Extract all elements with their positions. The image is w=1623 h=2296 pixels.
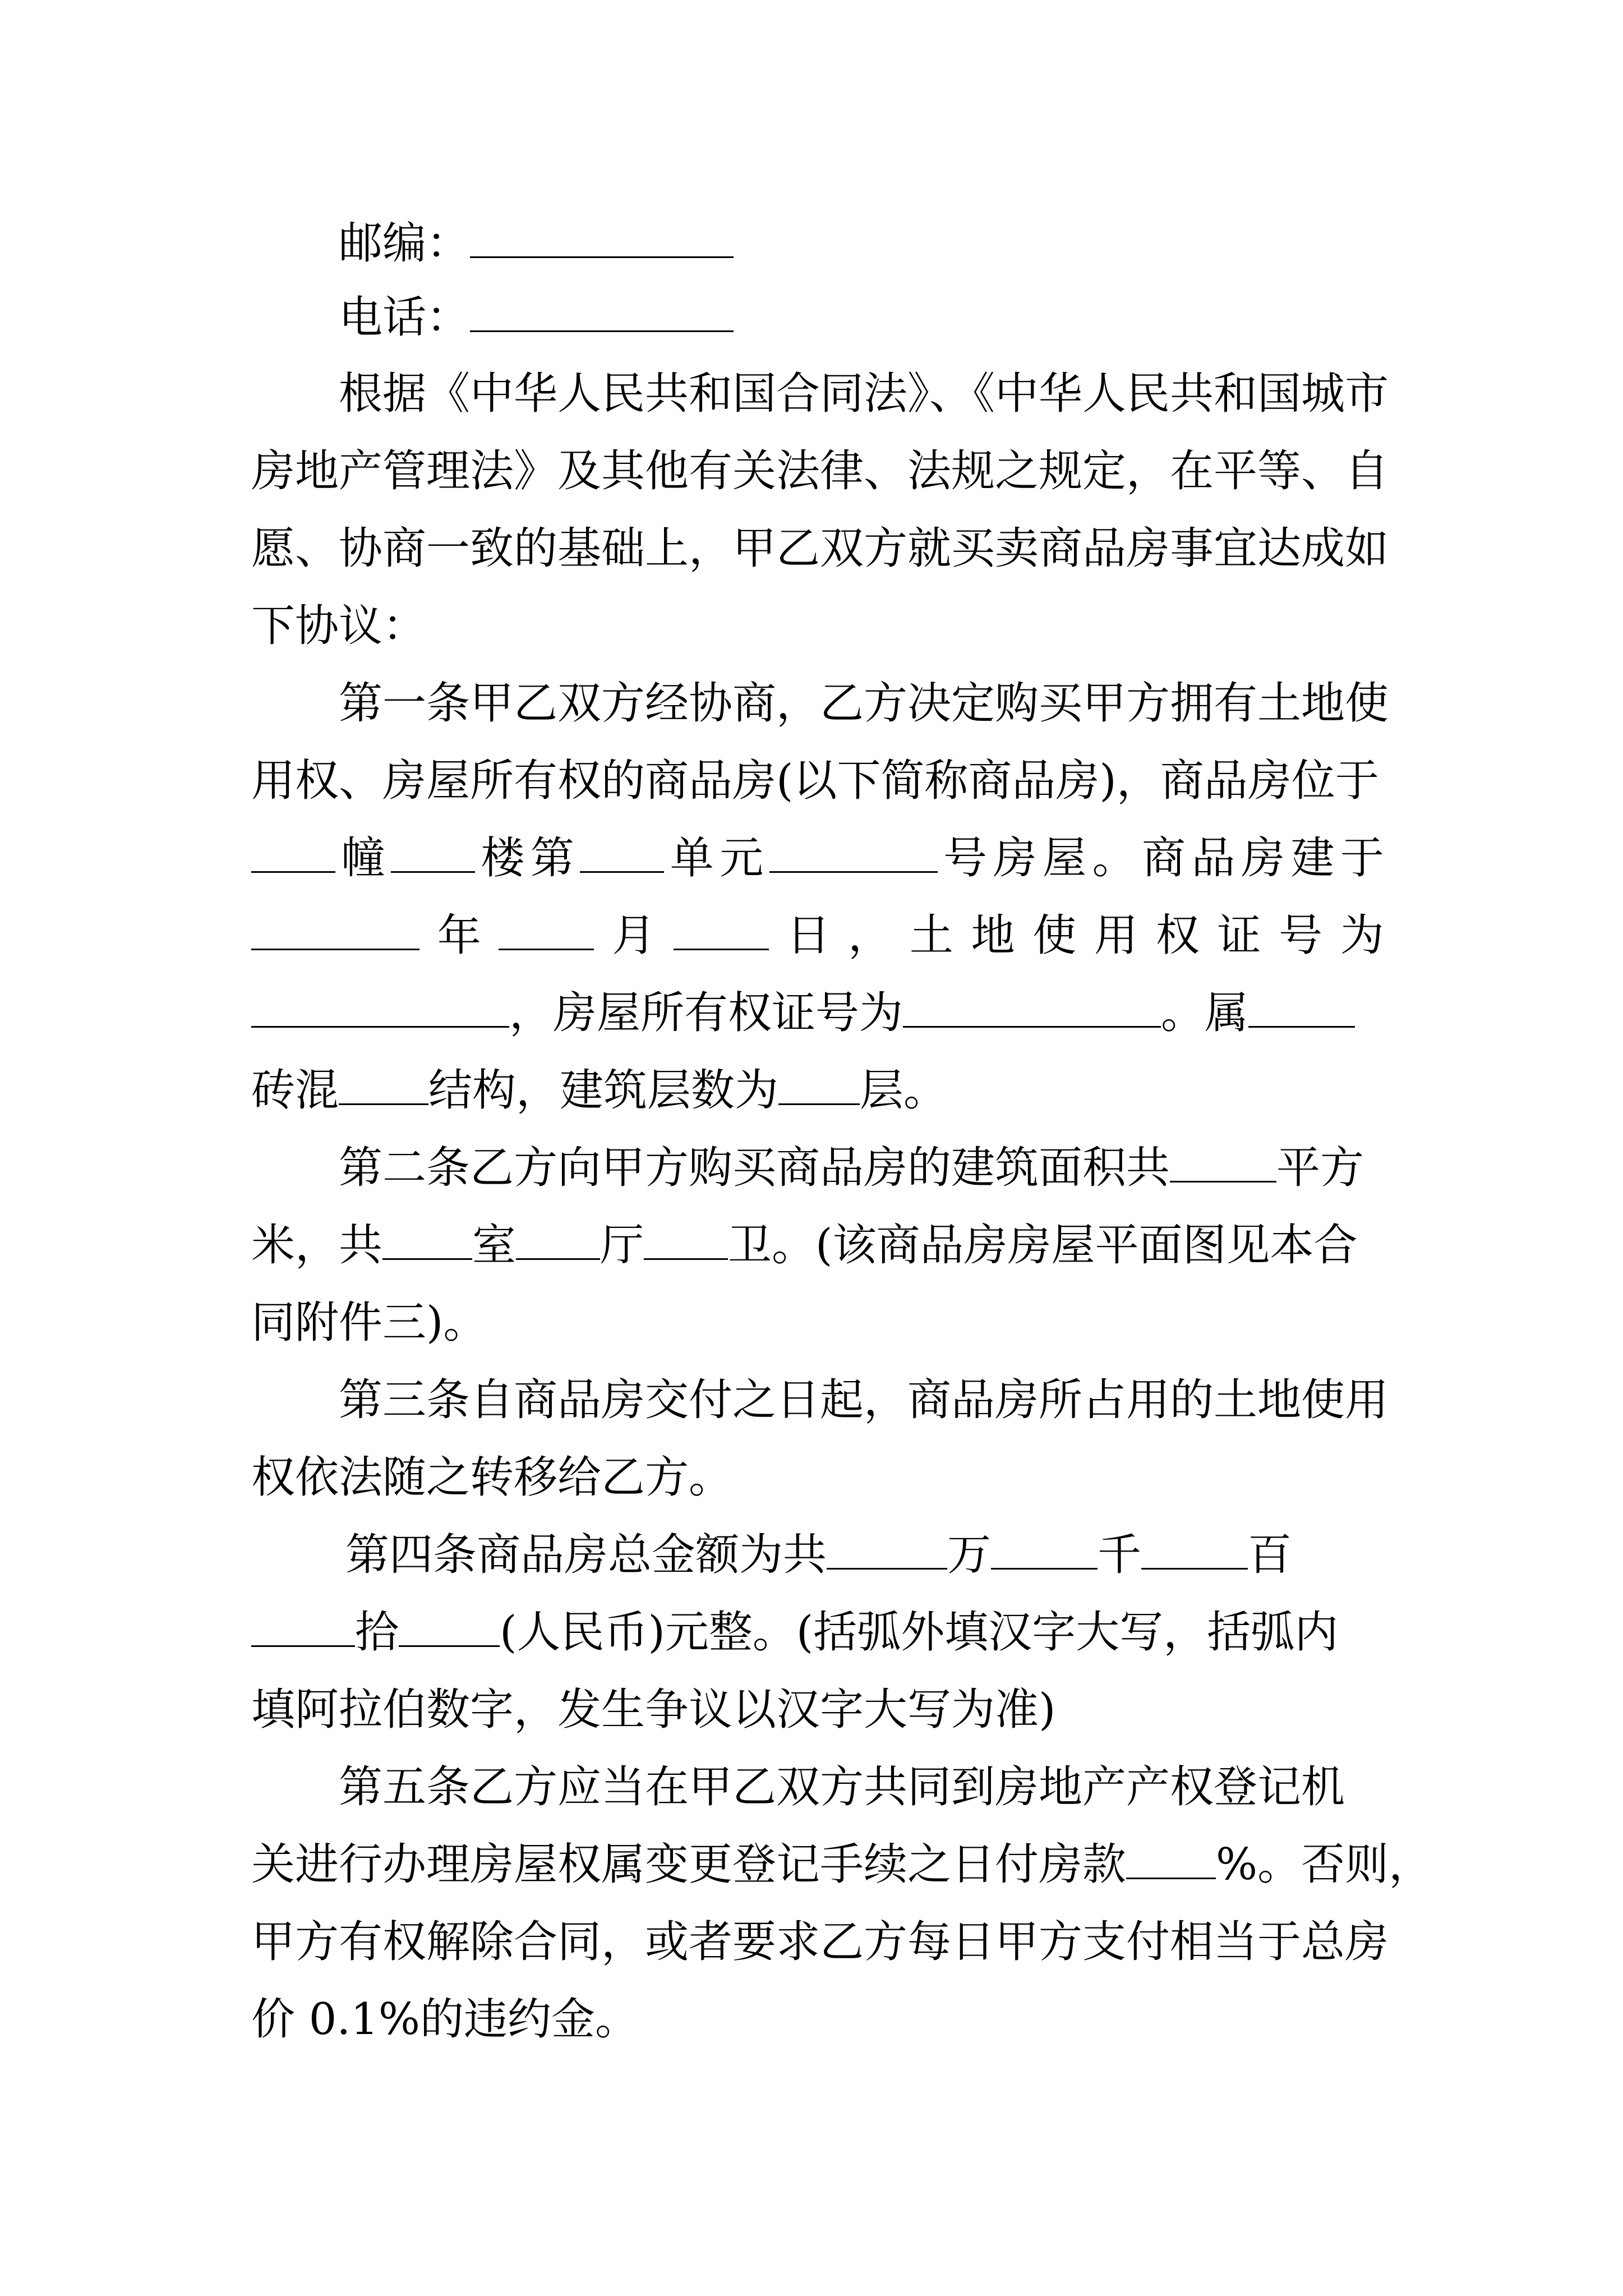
text-fragment: 。属 — [1161, 988, 1249, 1038]
text-fragment: (人民币)元整。(括弧外填汉字大写，括弧内 — [500, 1607, 1339, 1658]
tens-blank — [251, 1606, 355, 1647]
text-fragment: %。否则， — [1216, 1839, 1433, 1890]
article-1-line-1: 第一条甲乙双方经协商，乙方决定购买甲方拥有土地使 — [339, 678, 1389, 729]
ownership-blank — [1248, 987, 1355, 1028]
text-fragment: 于 — [1340, 833, 1384, 884]
postcode-blank — [470, 217, 734, 258]
text-fragment: 号 — [1279, 910, 1323, 961]
text-fragment: ， — [848, 910, 892, 961]
text-fragment: 房 — [1241, 833, 1285, 884]
text-fragment: 卫。(该商品房房屋平面图见本合 — [728, 1220, 1358, 1271]
text-fragment: 第四条商品房总金额为共 — [345, 1530, 827, 1580]
article-3-line-1: 第三条自商品房交付之日起，商品房所占用的土地使用 — [339, 1375, 1389, 1425]
text-fragment: 第二条乙方向甲方购买商品房的建筑面积共 — [339, 1143, 1170, 1193]
structure-blank — [339, 1064, 428, 1105]
text-fragment: 层。 — [860, 1065, 948, 1116]
text-fragment: 千 — [1098, 1530, 1142, 1580]
text-fragment: 证 — [1217, 910, 1261, 961]
thousands-blank — [991, 1529, 1098, 1570]
article-5-line-2 — [251, 1837, 1433, 1893]
rmb-amount-blank — [399, 1606, 500, 1647]
text-fragment: 号 — [943, 833, 988, 884]
hundreds-blank — [1141, 1529, 1248, 1570]
text-fragment: 商 — [1142, 833, 1186, 884]
phone-blank — [470, 291, 734, 332]
text-fragment: 厅 — [600, 1220, 644, 1271]
bathrooms-blank — [644, 1219, 728, 1260]
text-fragment: 用 — [1094, 910, 1138, 961]
text-fragment: 百 — [1248, 1530, 1292, 1580]
text-fragment: 权 — [1155, 910, 1200, 961]
intro-line-1: 根据《中华人民共和国合同法》、《中华人民共和国城市 — [339, 369, 1389, 419]
build-day-blank — [674, 909, 769, 950]
article-2-line-3: 同附件三)。 — [251, 1297, 487, 1348]
text-fragment: 平方 — [1276, 1143, 1364, 1193]
text-fragment: 月 — [612, 910, 656, 961]
house-cert-blank — [903, 987, 1161, 1028]
postcode-line — [339, 215, 1384, 272]
article-5-line-1: 第五条乙方应当在甲乙双方共同到房地产产权登记机 — [339, 1762, 1345, 1812]
article-1-line-5 — [251, 985, 1384, 1041]
article-1-line-3 — [251, 830, 1384, 886]
text-fragment: 为 — [1340, 910, 1384, 961]
article-4-line-3: 填阿拉伯数字，发生争议以汉字大写为准) — [251, 1685, 1056, 1735]
build-month-blank — [499, 909, 594, 950]
article-2-line-1 — [339, 1140, 1384, 1196]
text-fragment: 土 — [909, 910, 953, 961]
article-1-line-4 — [251, 908, 1384, 964]
text-fragment: 房 — [993, 833, 1037, 884]
text-fragment: 。 — [1092, 833, 1136, 884]
article-4-line-2 — [251, 1604, 1384, 1660]
article-1-line-6 — [251, 1062, 1384, 1119]
text-fragment: 屋 — [1043, 833, 1087, 884]
article-2-line-2 — [251, 1217, 1384, 1273]
phone-line — [339, 289, 1384, 346]
payment-percent-blank — [1126, 1838, 1216, 1879]
text-fragment: 使 — [1032, 910, 1077, 961]
floor-blank — [391, 832, 475, 873]
text-fragment: 日 — [786, 910, 831, 961]
text-fragment: ，房屋所有权证号为 — [509, 988, 903, 1038]
text-fragment: 单 — [670, 833, 714, 884]
text-fragment: 年 — [437, 910, 481, 961]
land-cert-blank — [251, 987, 509, 1028]
halls-blank — [516, 1219, 600, 1260]
room-number-blank — [769, 832, 938, 873]
phone-label: 电话： — [339, 292, 471, 343]
text-fragment: 楼 — [481, 833, 525, 884]
intro-line-4: 下协议： — [251, 601, 427, 651]
text-fragment: 结构，建筑层数为 — [428, 1065, 779, 1116]
text-fragment: 万 — [947, 1530, 992, 1580]
text-fragment: 第 — [530, 833, 574, 884]
building-blank — [251, 832, 335, 873]
text-fragment: 关进行办理房屋权属变更登记手续之日付房款 — [251, 1839, 1127, 1890]
unit-blank — [580, 832, 664, 873]
text-fragment: 建 — [1290, 833, 1335, 884]
text-fragment: 品 — [1191, 833, 1235, 884]
postcode-label: 邮编： — [339, 218, 471, 269]
article-3-line-2: 权依法随之转移给乙方。 — [251, 1452, 733, 1503]
storeys-blank — [778, 1064, 860, 1105]
ten-thousands-blank — [827, 1529, 947, 1570]
article-1-line-2: 用权、房屋所有权的商品房(以下简称商品房)，商品房位于 — [251, 756, 1379, 806]
text-fragment: 砖混 — [251, 1065, 339, 1116]
intro-line-2: 房地产管理法》及其他有关法律、法规之规定，在平等、自 — [251, 446, 1389, 496]
build-year-blank — [251, 909, 419, 950]
intro-line-3: 愿、协商一致的基础上，甲乙双方就买卖商品房事宜达成如 — [251, 523, 1389, 574]
rooms-blank — [382, 1219, 472, 1260]
text-fragment: 元 — [720, 833, 764, 884]
article-4-line-1 — [345, 1527, 1384, 1583]
text-fragment: 地 — [971, 910, 1015, 961]
article-5-line-3: 甲方有权解除合同，或者要求乙方每日甲方支付相当于总房 — [251, 1917, 1389, 1967]
article-5-line-4: 价 0.1%的违约金。 — [251, 1994, 639, 2045]
text-fragment: 拾 — [355, 1607, 399, 1658]
text-fragment: 米，共 — [251, 1220, 383, 1271]
area-blank — [1170, 1142, 1276, 1182]
text-fragment: 幢 — [341, 833, 385, 884]
text-fragment: 室 — [472, 1220, 517, 1271]
